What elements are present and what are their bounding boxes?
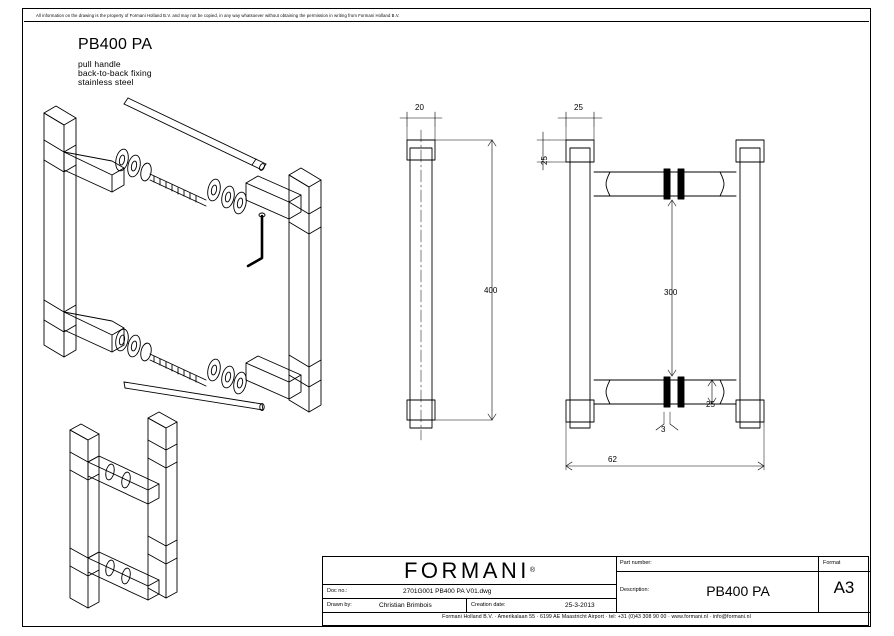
doc-no-label: Doc no.: <box>327 587 348 594</box>
sheet-border <box>22 8 871 627</box>
registered-mark: ® <box>529 567 536 574</box>
format-label: Format <box>823 560 841 566</box>
product-line-3: stainless steel <box>78 77 134 88</box>
product-line-1: pull handle <box>78 59 121 69</box>
formani-logo <box>323 557 616 584</box>
product-description-lines <box>78 60 152 88</box>
description-value: PB400 PA <box>706 583 770 599</box>
company-footer: Formani Holland B.V. · Amerikalaan 55 · 6199 AE Maastricht Airport · tel: +31 (0)43 308 90 00 · www.formani.nl · info@formani.nl <box>442 614 751 620</box>
title-block <box>322 556 869 626</box>
creation-date-label: Creation date: <box>471 601 506 608</box>
creation-date-value: 25-3-2013 <box>565 601 595 609</box>
page-title: PB400 PA <box>78 36 153 53</box>
description-label: Description: <box>620 587 650 593</box>
drawn-by-value: Christian Brimbois <box>379 601 432 609</box>
dim-cap-height-top: 25 <box>540 156 549 165</box>
dim-projection: 62 <box>608 455 617 464</box>
dim-side-width: 25 <box>574 103 583 112</box>
drawn-by-label: Drawn by: <box>327 601 352 608</box>
product-line-2: back-to-back fixing <box>78 68 152 79</box>
logo-text: FORMANI <box>403 557 530 583</box>
dim-cap-height-bottom: 25 <box>706 400 715 409</box>
part-number-label: Part number: <box>620 560 652 566</box>
dim-front-width: 20 <box>415 103 424 112</box>
disclaimer-text: All information on the drawing is the property of Formani Holland B.V. and may not be copied, in any way whatsoever without obtaining the permission in writing from Formani Holland B.V. <box>24 10 869 22</box>
doc-no-value: 2701G001 PB400 PA V01.dwg <box>403 587 492 595</box>
format-value: A3 <box>833 578 855 597</box>
dim-center-distance: 300 <box>664 288 678 297</box>
dim-rosette-thickness: 3 <box>661 425 666 434</box>
dim-overall-length: 400 <box>484 286 498 295</box>
